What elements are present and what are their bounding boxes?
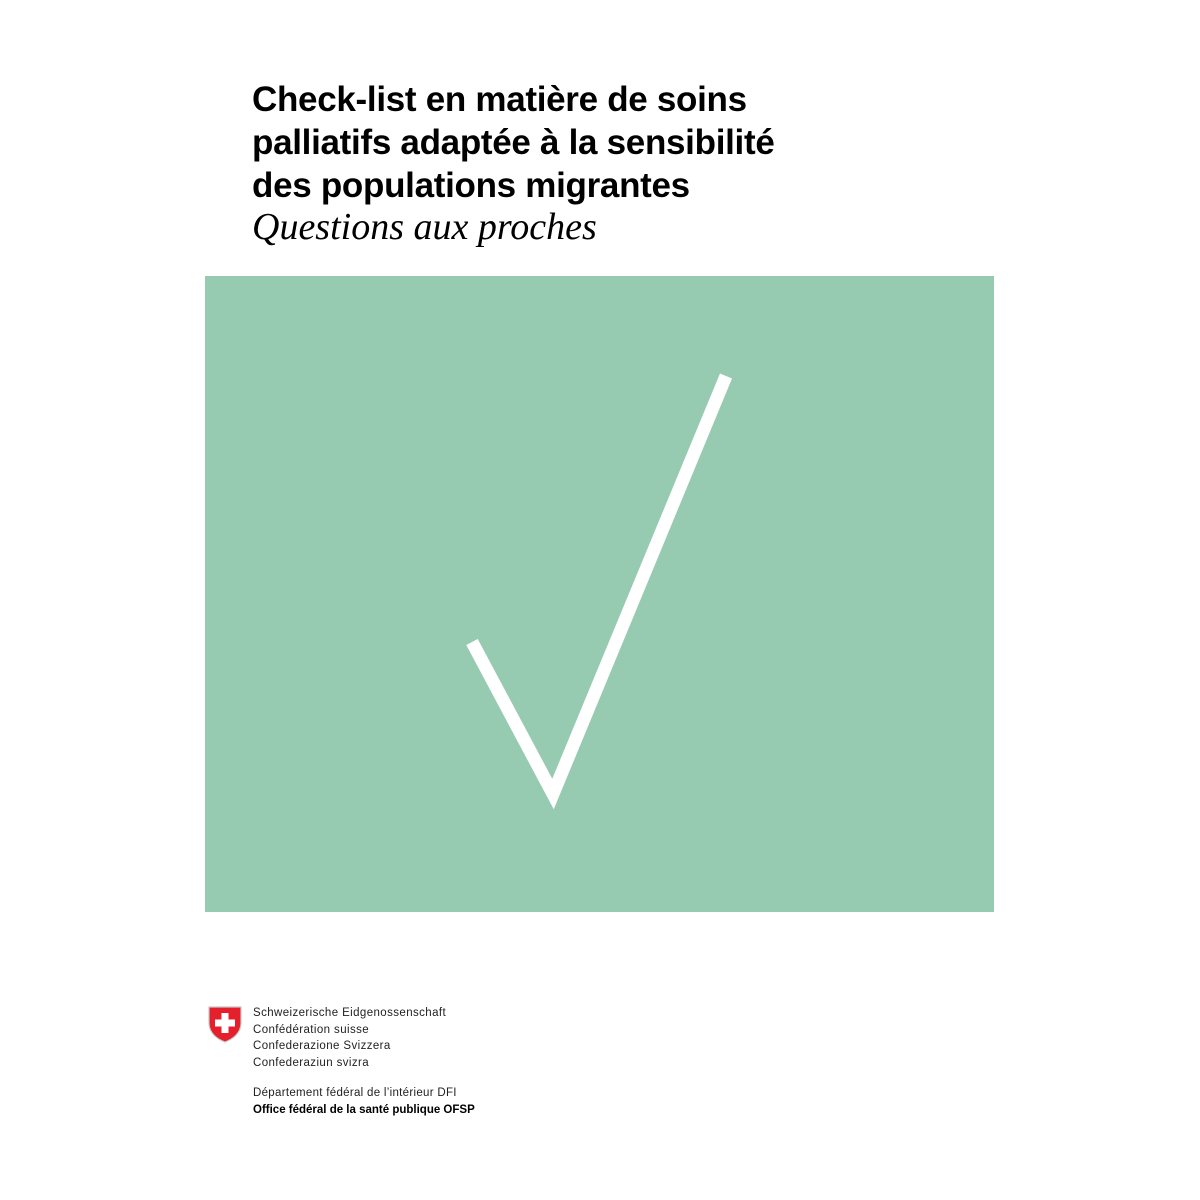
confederation-name-it: Confederazione Svizzera [253, 1040, 391, 1052]
swiss-coat-of-arms-icon [207, 1005, 243, 1043]
title-line-2: palliatifs adaptée à la sensibilité [252, 123, 775, 162]
confederation-name-rm: Confederaziun svizra [253, 1056, 370, 1069]
department-name: Département fédéral de l’intérieur DFI [253, 1087, 457, 1099]
office-name: Office fédéral de la santé publique OFSP [253, 1103, 475, 1116]
confederation-names [253, 1005, 446, 1071]
title-line-3: des populations migrantes [252, 166, 690, 205]
title-line-1: Check-list en matière de soins [252, 80, 747, 119]
title-block [252, 78, 952, 249]
confederation-name-de: Schweizerische Eidgenossenschaft [253, 1007, 447, 1019]
confederation-name-fr: Confédération suisse [253, 1023, 370, 1036]
checkmark-icon [205, 276, 994, 912]
department-block [253, 1085, 475, 1118]
subtitle: Questions aux proches [252, 206, 597, 248]
cover-panel [205, 276, 994, 912]
